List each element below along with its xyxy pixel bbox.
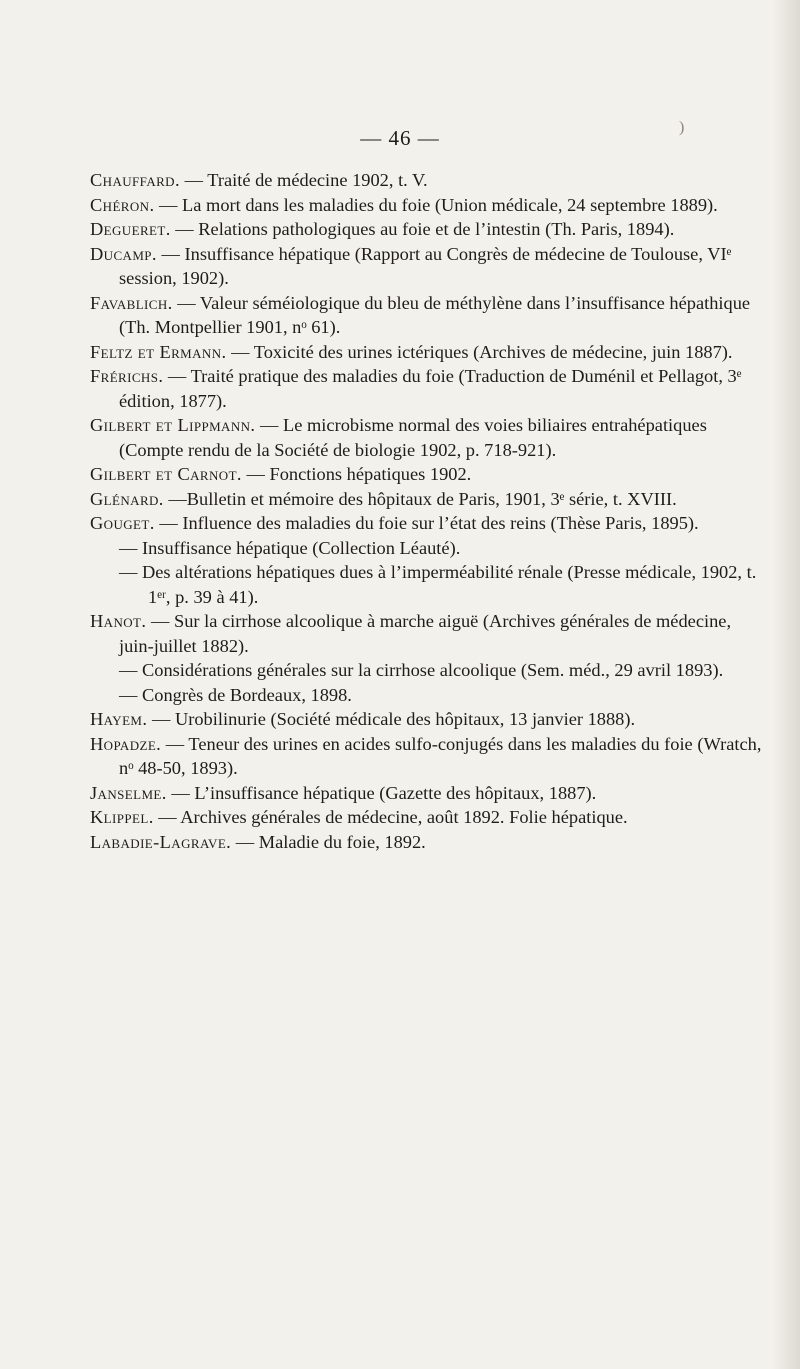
bibliography-entry [90, 830, 762, 855]
bibliography-entry [90, 413, 762, 462]
bibliography-entry [90, 707, 762, 732]
entry-text: — Traité pratique des maladies du foie (Traduction de Duménil et Pellagot, 3ᵉ édition, 1877). [119, 366, 742, 411]
entry-author: Ducamp. [90, 243, 157, 264]
entry-author: Favablich. [90, 292, 173, 313]
entry-author: Glénard. [90, 488, 164, 509]
bibliography-entry [90, 340, 762, 365]
entry-author: Hanot. [90, 611, 147, 631]
entry-text: — La mort dans les maladies du foie (Union médicale, 24 septembre 1889). [154, 194, 718, 215]
entry-text: — Des altérations hépatiques dues à l’imperméabilité rénale (Presse médicale, 1902, t. 1ᵉʳ, p. 39 à 41). [119, 562, 757, 607]
entry-text: — Archives générales de médecine, août 1892. Folie hépatique. [153, 807, 628, 827]
entry-text: — L’insuffisance hépatique (Gazette des hôpitaux, 1887). [166, 782, 597, 803]
entry-text: — Considérations générales sur la cirrhose alcoolique (Sem. méd., 29 avril 1893). [119, 660, 724, 680]
entry-author: Frérichs. [90, 366, 164, 386]
entry-text: — Fonctions hépatiques 1902. [241, 464, 472, 484]
bibliography-list [90, 168, 762, 854]
entry-text: — Influence des maladies du foie sur l’état des reins (Thèse Paris, 1895). [154, 513, 699, 533]
bibliography-entry [90, 462, 762, 487]
bibliography-entry [90, 168, 762, 193]
bibliography-entry [90, 242, 762, 291]
bibliography-entry [119, 536, 762, 561]
bibliography-entry [90, 805, 762, 830]
stray-mark: ) [679, 119, 685, 136]
bibliography-entry [90, 487, 762, 512]
entry-author: Janselme. [90, 782, 167, 803]
entry-author: Hayem. [90, 709, 148, 729]
entry-text: — Maladie du foie, 1892. [231, 831, 426, 852]
entry-text: — Relations pathologiques au foie et de l’intestin (Th. Paris, 1894). [170, 219, 675, 239]
entry-text: — Sur la cirrhose alcoolique à marche aiguë (Archives générales de médecine, juin-juillet 1882). [119, 611, 732, 656]
entry-text: — Congrès de Bordeaux, 1898. [119, 684, 352, 705]
entry-text: — Teneur des urines en acides sulfo-conjugés dans les maladies du foie (Wratch, nᵒ 48-50, 1893). [119, 733, 762, 778]
entry-author: Feltz et Ermann. [90, 341, 227, 362]
entry-author: Gilbert et Lippmann. [90, 415, 256, 435]
entry-text: — Traité de médecine 1902, t. V. [179, 170, 428, 190]
entry-author: Degueret. [90, 219, 171, 239]
bibliography-entry [90, 511, 762, 536]
entry-text: — Valeur séméiologique du bleu de méthylène dans l’insuffisance hépathique (Th. Montpellier 1901, nᵒ 61). [119, 292, 751, 337]
page-number: — 46 — [360, 126, 440, 150]
bibliography-entry [90, 781, 762, 806]
entry-text: — Insuffisance hépatique (Rapport au Congrès de médecine de Toulouse, VIᵉ session, 1902). [119, 243, 732, 288]
bibliography-entry [119, 560, 762, 609]
entry-text: — Le microbisme normal des voies biliaires entrahépatiques (Compte rendu de la Société de biologie 1902, p. 718-921). [119, 415, 707, 460]
bibliography-entry [90, 193, 762, 218]
entry-text: — Toxicité des urines ictériques (Archives de médecine, juin 1887). [226, 341, 733, 362]
bibliography-entry [119, 683, 762, 708]
entry-author: Hopadze. [90, 733, 162, 754]
entry-author: Chéron. [90, 194, 155, 215]
entry-author: Gouget. [90, 513, 155, 533]
entry-author: Klippel. [90, 807, 154, 827]
bibliography-entry [90, 291, 762, 340]
entry-text: — Urobilinurie (Société médicale des hôpitaux, 13 janvier 1888). [147, 709, 636, 729]
entry-text: —Bulletin et mémoire des hôpitaux de Paris, 1901, 3ᵉ série, t. XVIII. [163, 488, 677, 509]
bibliography-entry [90, 609, 762, 658]
bibliography-entry [90, 732, 762, 781]
bibliography-entry [90, 217, 762, 242]
page-edge-shadow [772, 0, 800, 1369]
entry-text: — Insuffisance hépatique (Collection Léauté). [119, 537, 461, 558]
bibliography-entry [90, 364, 762, 413]
bibliography-entry [119, 658, 762, 683]
entry-author: Gilbert et Carnot. [90, 464, 242, 484]
entry-author: Labadie-Lagrave. [90, 831, 232, 852]
entry-author: Chauffard. [90, 170, 180, 190]
